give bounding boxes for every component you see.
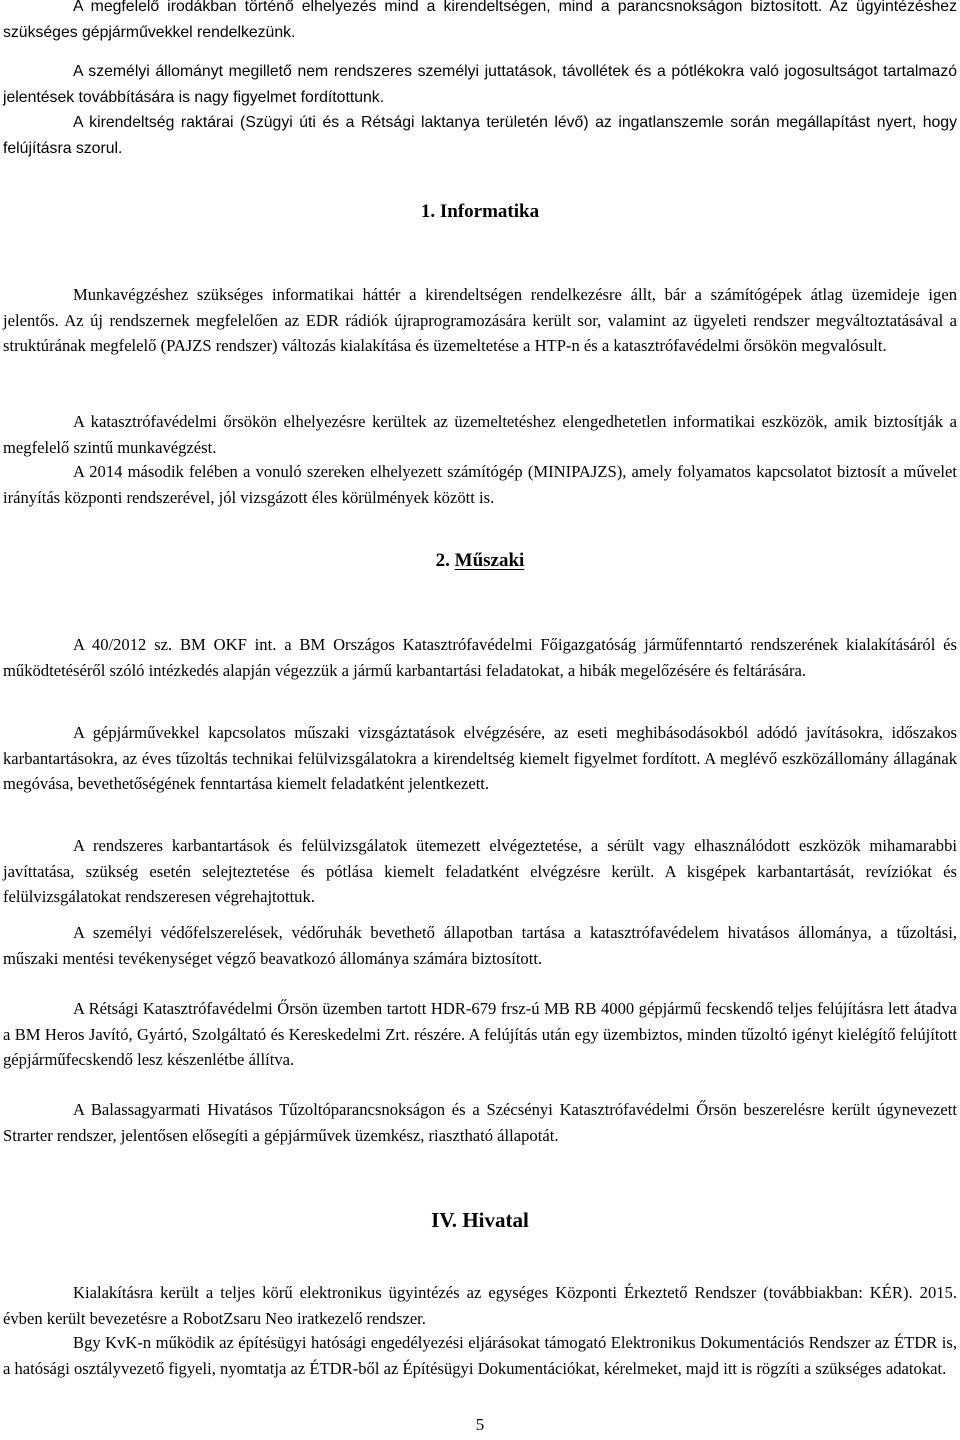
paragraph-it-background: Munkavégzéshez szükséges informatikai háttér a kirendeltségen rendelkezésre állt, bár a számítógépek átlag üzemideje igen jelentős. Az új rendszernek megfelelően az EDR rádiók újraprogramozására került sor, valamint az ügyeleti rendszer megváltoztatásával a struktúrának megfelelő (PAJZS rendszer) változás kialakítása és üzemeltetése a HTP-n és a katasztrófavédelmi őrsökön megvalósult. [3, 285, 957, 355]
paragraph-minipajzs: A 2014 második felében a vonuló szereken elhelyezett számítógép (MINIPAJZS), amely folyamatos kapcsolatot biztosít a művelet irányítás központi rendszerével, jól vizsgázott éles körülmények között is. [3, 462, 957, 507]
heading-informatika [0, 201, 960, 223]
paragraph-ker-system: Kialakításra került a teljes körű elektronikus ügyintézés az egységes Központi Érkeztető Rendszer (továbbiakban: KÉR). 2015. évben került bevezetésre a RobotZsaru Neo iratkezelő rendszer. [3, 1283, 957, 1328]
page-number: 5 [475, 1415, 485, 1434]
paragraph-starter-system: A Balassagyarmati Hivatásos Tűzoltóparancsnokságon és a Szécsényi Katasztrófavédelmi Őrsön beszerelésre került úgynevezett Strarter rendszer, jelentősen elősegíti a gépjárművek üzemkész, riasztható állapotát. [3, 1100, 957, 1145]
paragraph-allowances: A személyi állományt megillető nem rendszeres személyi juttatások, távollétek és a pótlékokra való jogosultságot tartalmazó jelentések továbbítására is nagy figyelmet fordítottunk. [3, 63, 957, 106]
paragraph-offices: A megfelelő irodákban történő elhelyezés mind a kirendeltségen, mind a parancsnokságon biztosított. Az ügyintézéshez szükséges gépjárművekkel rendelkezünk. [3, 0, 957, 41]
paragraph-vehicle-inspections: A gépjárművekkel kapcsolatos műszaki vizsgáztatások elvégzésére, az eseti meghibásodásokból adódó javításokra, időszakos karbantartásokra, az éves tűzoltás technikai felülvizsgálatokra a kirendeltség kiemelt figyelmet fordított. A meglévő eszközállomány állagának megóvása, bevethetőségének fenntartása kiemelt feladatként jelentkezett. [3, 723, 957, 793]
paragraph-maintenance-order: A 40/2012 sz. BM OKF int. a BM Országos Katasztrófavédelmi Főigazgatóság járműfenntartó rendszerének kialakításáról és működtetéséről szóló intézkedés alapján végezzük a jármű karbantartási feladatokat, a hibák megelőzésére és feltárására. [3, 635, 957, 680]
heading-muszaki [0, 550, 960, 572]
paragraph-etdr-system: Bgy KvK-n működik az építésügyi hatósági engedélyezési eljárásokat támogató Elektronikus Dokumentációs Rendszer az ÉTDR is, a hatósági osztályvezető figyeli, nyomtatja az ÉTDR-ből az Építésügyi Dokumentációkat, kérelmeket, majd itt is rögzíti a szükséges adatokat. [3, 1333, 957, 1378]
paragraph-scheduled-maintenance: A rendszeres karbantartások és felülvizsgálatok ütemezett elvégeztetése, a sérült vagy elhasználódott eszközök mihamarabbi javíttatása, szükség esetén selejteztetése és pótlása kiemelt feladatként elvégzésre került. A kisgépek karbantartását, revíziókat és felülvizsgálatokat rendszeresen végrehajtottuk. [3, 836, 957, 906]
heading-title: Informatika [439, 201, 540, 222]
heading-number: 2. [435, 550, 450, 571]
heading-number: IV. [431, 1208, 458, 1232]
heading-number: 1. [420, 201, 436, 222]
paragraph-warehouses: A kirendeltség raktárai (Szügyi úti és a Rétsági laktanya területén lévő) az ingatlanszemle során megállapítást nyert, hogy felújításra szorul. [3, 114, 957, 157]
heading-title: Hivatal [462, 1208, 529, 1232]
paragraph-it-tools: A katasztrófavédelmi őrsökön elhelyezésre kerültek az üzemeltetéshez elengedhetetlen informatikai eszközök, amik biztosítják a megfelelő szintű munkavégzést. [3, 412, 957, 457]
paragraph-protective-equipment: A személyi védőfelszerelések, védőruhák bevethető állapotban tartása a katasztrófavédelem hivatásos állománya, a tűzoltási, műszaki mentési tevékenységet végző beavatkozó állománya számára biztosított. [3, 923, 957, 968]
paragraph-fire-engine-renewal: A Rétsági Katasztrófavédelmi Őrsön üzemben tartott HDR-679 frsz-ú MB RB 4000 gépjármű fecskendő teljes felújításra lett átadva a BM Heros Javító, Gyártó, Szolgáltató és Kereskedelmi Zrt. részére. A felújítás után egy üzembiztos, minden tűzoltó igényt kielégítő felújított gépjárműfecskendő lesz készenlétbe állítva. [3, 999, 957, 1069]
heading-hivatal [0, 1208, 960, 1233]
heading-title: Műszaki [454, 550, 525, 571]
